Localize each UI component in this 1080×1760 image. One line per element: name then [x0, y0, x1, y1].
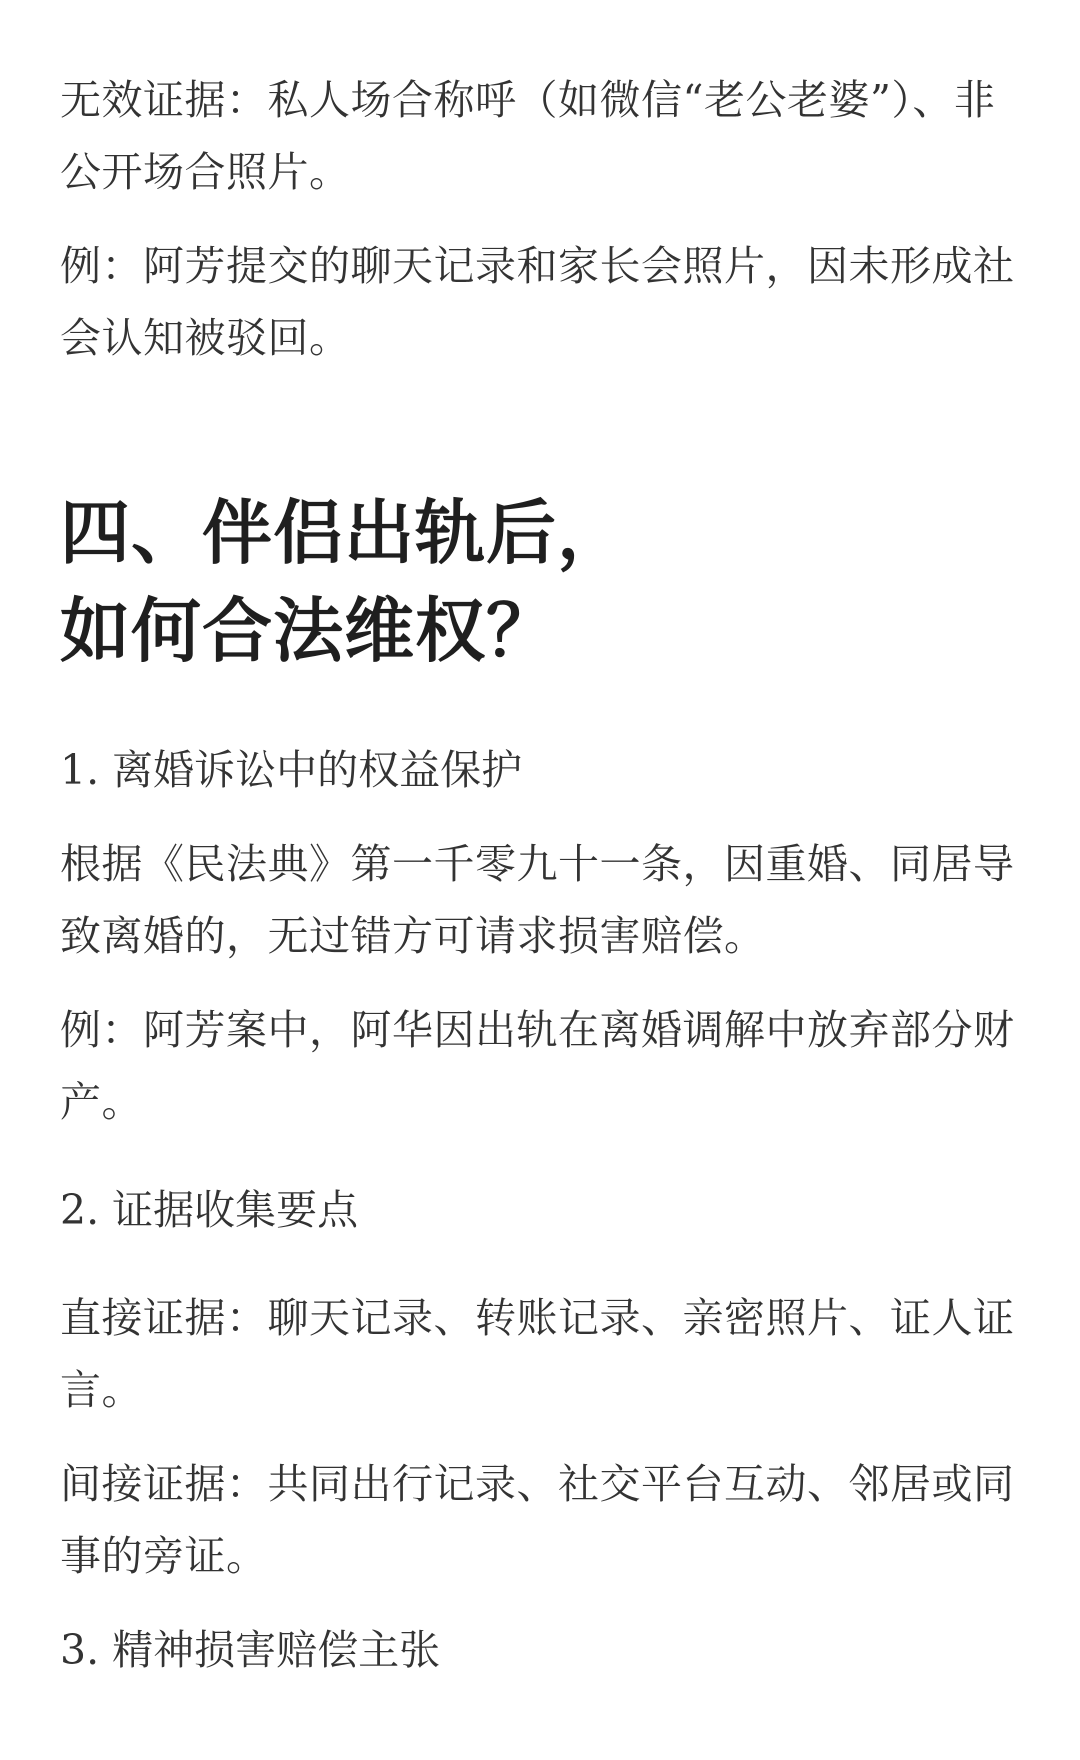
paragraph-example-2: 例：阿芳案中，阿华因出轨在离婚调解中放弃部分财产。 — [60, 1006, 1015, 1126]
spacer — [60, 374, 1020, 484]
spacer — [60, 972, 1020, 994]
spacer — [60, 208, 1020, 230]
spacer — [60, 1592, 1020, 1614]
paragraph-indirect-evidence: 间接证据：共同出行记录、社交平台互动、邻居或同事的旁证。 — [60, 1460, 1015, 1580]
section-heading — [60, 484, 1020, 680]
subheading-divorce-rights: 1. 离婚诉讼中的权益保护 — [60, 746, 523, 794]
spacer — [60, 1246, 1020, 1282]
subheading-mental-damage: 3. 精神损害赔偿主张 — [60, 1626, 441, 1674]
subheading-evidence-collection: 2. 证据收集要点 — [60, 1186, 359, 1234]
section-heading-line1: 四、伴侣出轨后， — [60, 491, 628, 574]
paragraph-direct-evidence: 直接证据：聊天记录、转账记录、亲密照片、证人证言。 — [60, 1294, 1015, 1414]
spacer — [60, 806, 1020, 828]
paragraph-invalid-evidence: 无效证据：私人场合称呼（如微信“老公老婆”）、非公开场合照片。 — [60, 76, 996, 196]
spacer — [60, 680, 1020, 734]
spacer — [60, 1426, 1020, 1448]
section-heading-line2: 如何合法维权？ — [60, 589, 557, 672]
paragraph-civil-code: 根据《民法典》第一千零九十一条，因重婚、同居导致离婚的，无过错方可请求损害赔偿。 — [60, 840, 1015, 960]
spacer — [60, 1138, 1020, 1174]
paragraph-example-1: 例：阿芳提交的聊天记录和家长会照片，因未形成社会认知被驳回。 — [60, 242, 1015, 362]
article-body — [60, 64, 1020, 1686]
